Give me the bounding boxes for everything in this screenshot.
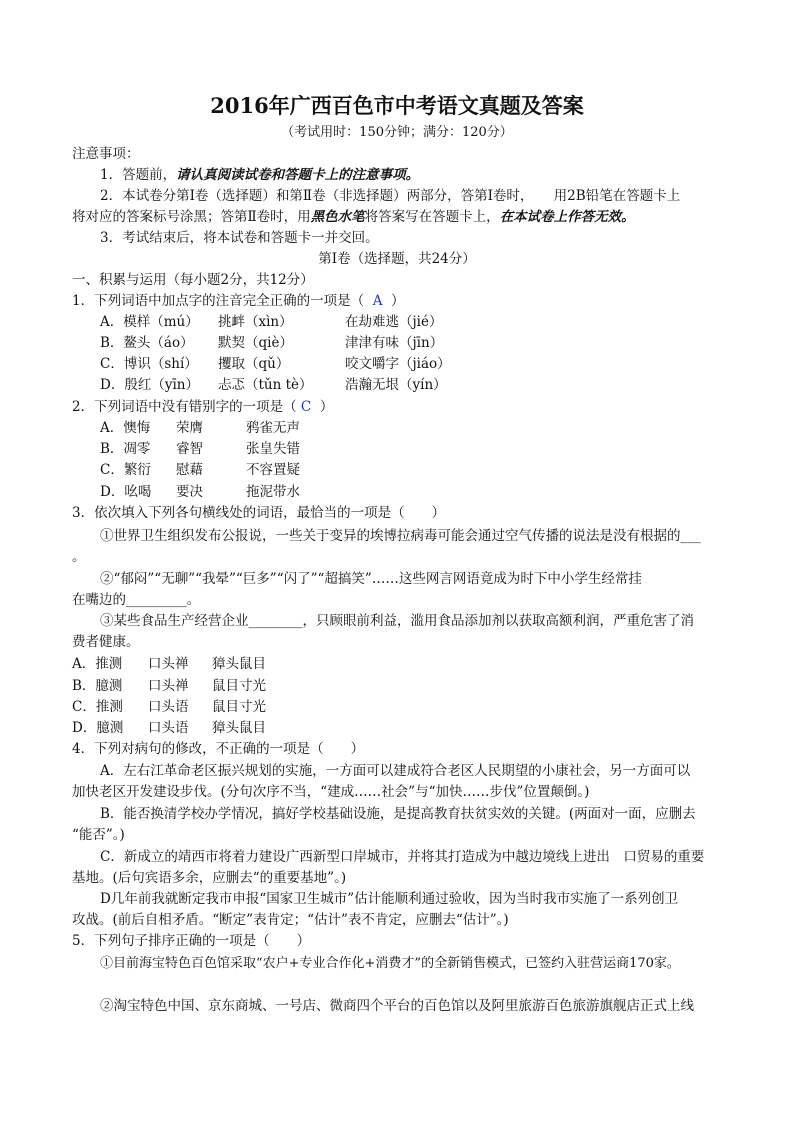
notice-item-2-text-2: 将答案写在答题卡上，: [364, 209, 500, 225]
q1-d-3: 浩瀚无垠（yín）: [345, 377, 447, 393]
q3-c-1: C．推测: [72, 699, 123, 715]
q5-sentence-1: ①目前海宝特色百色馆采取“农户+专业合作化+消费才”的全新销售模式，已签约入驻营运商170家。: [100, 956, 680, 971]
q1-c-3: 咬文嚼字（jiáo）: [345, 356, 451, 372]
section1-title: 一、积累与运用（每小题2分，共12分）: [72, 272, 314, 288]
q2-d-2: 要决: [176, 484, 203, 500]
q3-d-3: 獐头鼠目: [212, 720, 266, 736]
q1-c-1: C．博识（shí）: [100, 356, 198, 372]
q2-a-3: 鸦雀无声: [246, 420, 300, 436]
q4-option-b-line-2: “能否”。): [72, 827, 125, 843]
q3-option-a: [72, 655, 472, 673]
notice-item-2-line-1: 2．本试卷分第Ⅰ卷（选择题）和第Ⅱ卷（非选择题）两部分，答第Ⅰ卷时， 用2B铅笔在答题卡上: [100, 188, 681, 204]
q1-b-1: B．鳌头（áo）: [100, 335, 194, 351]
q2-option-a: [100, 419, 500, 437]
page-title: 2016年广西百色市中考语文真题及答案: [210, 93, 584, 118]
notice-item-1-emphasis: 请认真阅读试卷和答题卡上的注意事项。: [176, 167, 420, 183]
notice-item-1: [100, 166, 419, 184]
q1-stem: [72, 292, 405, 310]
q2-a-1: A．懊悔: [100, 420, 151, 436]
q1-option-d: [100, 376, 500, 394]
q3-option-c: [72, 698, 472, 716]
q2-option-c: [100, 461, 500, 479]
q2-d-1: D．吆喝: [100, 484, 152, 500]
q2-answer: C: [300, 399, 312, 415]
q3-c-3: 鼠目寸光: [212, 699, 266, 715]
q3-sentence-2-end: 在嘴边的_________。: [72, 592, 201, 608]
q3-sentence-3: ③某些食品生产经营企业________，只顾眼前利益，滥用食品添加剂以获取高额利润，严重危害了消: [100, 613, 694, 629]
q4-option-a-line-1: A．左右江革命老区振兴规划的实施，一方面可以建成符合老区人民期望的小康社会，另一方面可以: [100, 763, 691, 779]
q2-b-2: 睿智: [176, 441, 203, 457]
q3-d-2: 口头语: [148, 720, 189, 736]
q1-d-1: D．殷红（yīn）: [100, 377, 199, 393]
q5-sentence-2: ②淘宝特色中国、京东商城、一号店、微商四个平台的百色馆以及阿里旅游百色旅游旗舰店正式上线: [100, 998, 694, 1014]
notice-item-3: 3．考试结束后，将本试卷和答题卡一并交回。: [100, 230, 379, 246]
q1-option-a: [100, 313, 500, 331]
q2-b-1: B．凋零: [100, 441, 151, 457]
q3-a-2: 口头禅: [148, 656, 189, 672]
q2-option-b: [100, 440, 500, 458]
q2-option-d: [100, 483, 500, 501]
notice-item-1-text: 1．答题前，: [100, 167, 177, 183]
q1-option-c: [100, 355, 500, 373]
q3-a-1: A．推测: [72, 656, 123, 672]
q2-c-2: 慰藉: [176, 462, 203, 478]
q1-option-b: [100, 334, 500, 352]
q2-a-2: 荣膺: [176, 420, 203, 436]
q3-sentence-1-end: 。: [72, 549, 86, 565]
notice-item-2-emphasis: 在本试卷上作答无效。: [499, 209, 635, 225]
q1-b-2: 默契（qiè）: [218, 335, 293, 351]
q3-c-2: 口头语: [148, 699, 189, 715]
q2-c-3: 不容置疑: [246, 462, 300, 478]
part1-title: 第Ⅰ卷（选择题，共24分）: [318, 251, 476, 267]
q2-stem-close: ）: [319, 399, 334, 415]
q1-answer: A: [372, 293, 383, 309]
q3-option-d: [72, 719, 472, 737]
q3-sentence-1: ①世界卫生组织发布公报说，一些关于变异的埃博拉病毒可能会通过空气传播的说法是没有根据的___: [100, 528, 701, 544]
q2-d-3: 拖泥带水: [246, 484, 300, 500]
q4-stem: 4．下列对病句的修改，不正确的一项是（ ）: [72, 741, 365, 757]
q4-option-d-line-2: 攻战。(前后自相矛盾。“断定”表肯定；“估计”表不肯定，应删去“估计”。): [72, 912, 509, 928]
q3-b-3: 鼠目寸光: [212, 678, 266, 694]
q3-sentence-3-end: 费者健康。: [72, 634, 140, 650]
q1-a-2: 挑衅（xìn）: [218, 314, 293, 330]
q3-stem: 3．依次填入下列各句横线处的词语，最恰当的一项是（ ）: [72, 505, 446, 521]
q2-stem-text: 2．下列词语中没有错别字的一项是（: [72, 399, 297, 415]
q1-b-3: 津津有味（jīn）: [345, 335, 444, 351]
notice-item-2-line-2: [72, 208, 635, 226]
notice-item-2-pen: 黑色水笔: [310, 209, 365, 225]
q1-stem-close: ）: [391, 293, 405, 309]
q1-stem-text: 1．下列词语中加点字的注音完全正确的一项是（: [72, 293, 365, 309]
q3-sentence-2: ②“郁闷”“无聊”“我晕”“巨多”“闪了”“超搞笑”……这些网言网语竟成为时下中小学生经常挂: [100, 571, 642, 587]
q2-stem: [72, 398, 333, 416]
q3-b-2: 口头禅: [148, 678, 189, 694]
q5-stem: 5．下列句子排序正确的一项是（ ）: [72, 933, 311, 949]
q4-option-b-line-1: B．能否换清学校办学情况，搞好学校基础设施，是提高教育扶贫实效的关键。(两面对一面，应删去: [100, 806, 696, 822]
notice-item-2-text: 将对应的答案标号涂黑；答第Ⅱ卷时，用: [72, 209, 311, 225]
q2-c-1: C．繁衍: [100, 462, 151, 478]
q4-option-a-line-2: 加快老区开发建设步伐。(分句次序不当，“建成……社会”与“加快……步伐”位置颠倒。): [72, 784, 590, 800]
q3-a-3: 獐头鼠目: [212, 656, 266, 672]
exam-time-info: （考试用时：150分钟；满分：120分）: [281, 125, 513, 140]
notice-heading: 注意事项：: [72, 146, 140, 162]
q4-option-c-line-1: C．新成立的靖西市将着力建设广西新型口岸城市，并将其打造成为中越边境线上进出 口贸易的重要: [100, 849, 705, 865]
q3-d-1: D．臆测: [72, 720, 124, 736]
q4-option-c-line-2: 基地。(后句宾语多余，应删去“的重要基地”。): [72, 870, 347, 886]
q1-a-1: A．模样（mú）: [100, 314, 199, 330]
q3-b-1: B．臆测: [72, 678, 123, 694]
q3-option-b: [72, 677, 472, 695]
q1-a-3: 在劫难逃（jié）: [345, 314, 443, 330]
q4-option-d-line-1: D几年前我就断定我市申报“国家卫生城市”估计能顺利通过验收，因为当时我市实施了一系列创卫: [100, 891, 679, 907]
q1-d-2: 忐忑（tǔn tè）: [218, 377, 313, 393]
q2-b-3: 张皇失错: [246, 441, 300, 457]
q1-c-2: 攫取（qǔ）: [218, 356, 290, 372]
